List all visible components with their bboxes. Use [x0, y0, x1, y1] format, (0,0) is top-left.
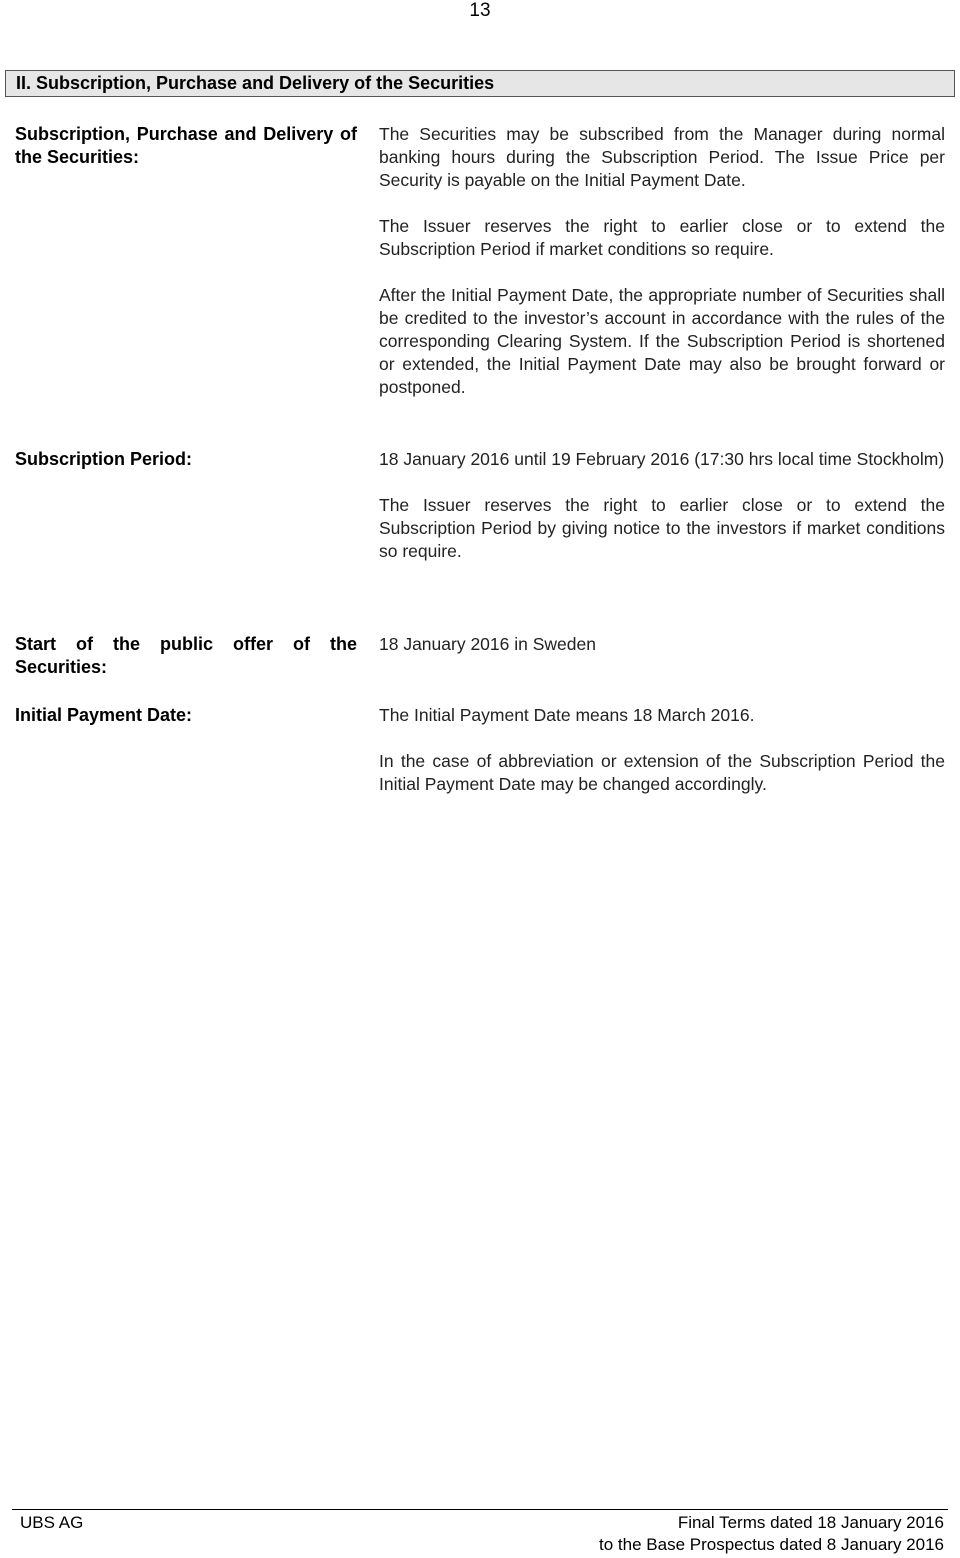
- footer-final-terms: Final Terms dated 18 January 2016: [677, 1513, 944, 1532]
- footer-document-info: [599, 1512, 944, 1556]
- paragraph: 18 January 2016 in Sweden: [379, 634, 596, 654]
- row-label: Subscription, Purchase and Delivery of the Securities:: [15, 124, 357, 167]
- paragraph: In the case of abbreviation or extension of the Subscription Period the Initial Payment Date may be changed accordingly.: [379, 751, 945, 794]
- paragraph: The Issuer reserves the right to earlier close or to extend the Subscription Period if market conditions so require.: [379, 216, 945, 259]
- footer-issuer: UBS AG: [20, 1513, 84, 1532]
- row-label: Initial Payment Date:: [15, 705, 193, 725]
- paragraph: The Issuer reserves the right to earlier close or to extend the Subscription Period by giving notice to the investors if market conditions so require.: [379, 495, 945, 561]
- section-title: II. Subscription, Purchase and Delivery of the Securities: [5, 70, 955, 97]
- row-content: [379, 633, 945, 679]
- row-content: [379, 704, 945, 819]
- footer-divider: [12, 1509, 948, 1510]
- footer-base-prospectus: to the Base Prospectus dated 8 January 2016: [599, 1535, 944, 1554]
- row-content: [379, 448, 945, 586]
- row-content: [379, 123, 945, 422]
- paragraph: After the Initial Payment Date, the appropriate number of Securities shall be credited to the investor’s account in accordance with the rules of the corresponding Clearing System. If the Subscription Period is shortened or extended, the Initial Payment Date may also be brought forward or postponed.: [379, 285, 945, 397]
- paragraph: 18 January 2016 until 19 February 2016 (17:30 hrs local time Stockholm): [379, 449, 945, 469]
- paragraph: The Initial Payment Date means 18 March 2016.: [379, 705, 755, 725]
- row-label: Subscription Period:: [15, 449, 193, 469]
- paragraph: The Securities may be subscribed from the Manager during normal banking hours during the Subscription Period. The Issue Price per Security is payable on the Initial Payment Date.: [379, 124, 945, 190]
- row-label: Start of the public offer of the Securities:: [15, 634, 357, 677]
- page-number: 13: [469, 0, 491, 21]
